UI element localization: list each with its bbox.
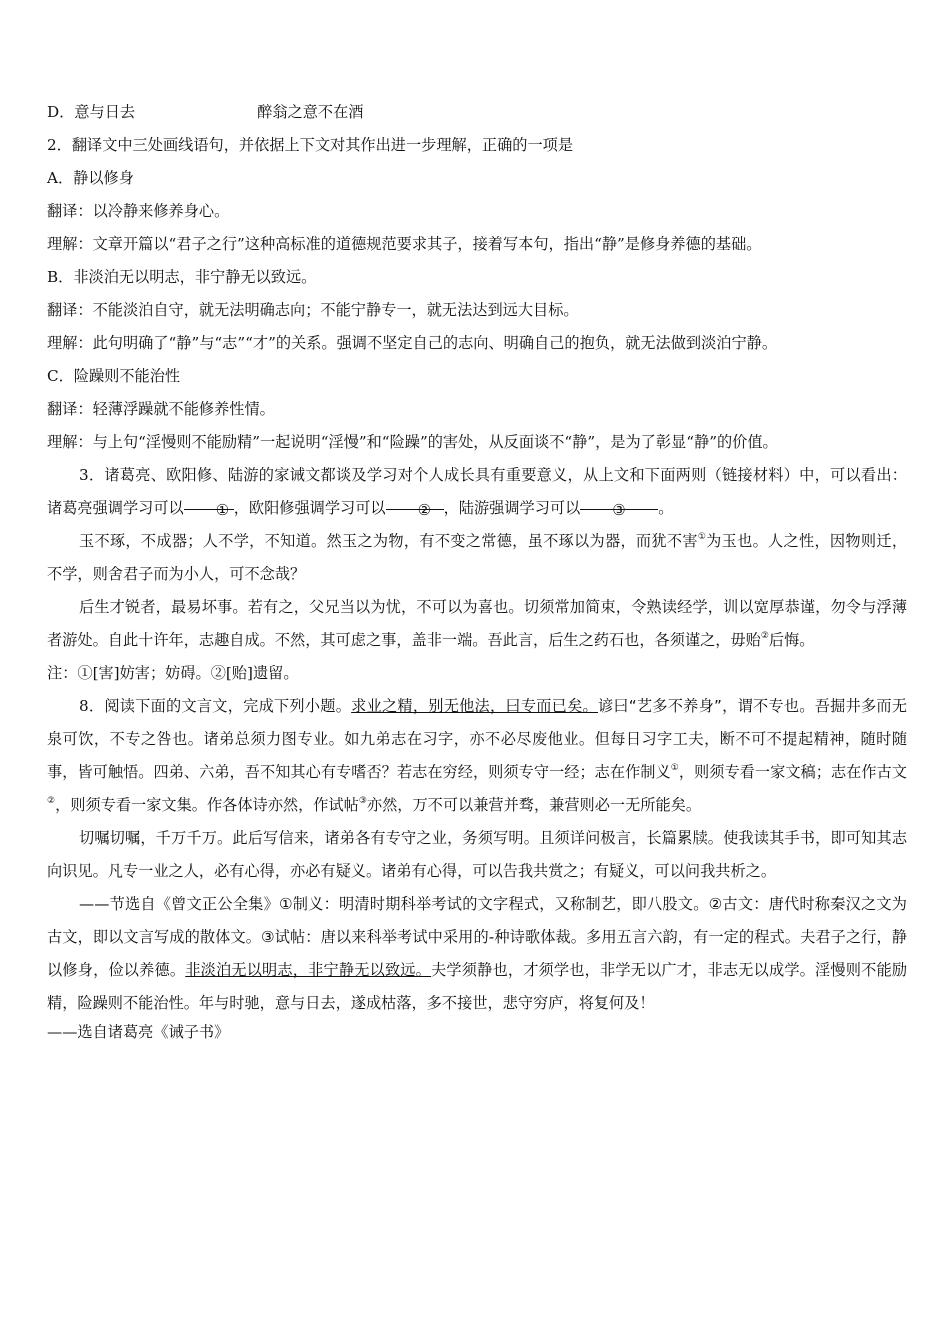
answer-blank-3[interactable] bbox=[580, 494, 658, 519]
annotation-note: 注：①[害]妨害；妨碍。②[贻]遗留。 bbox=[47, 664, 299, 682]
q3-stem-end: 。 bbox=[658, 499, 674, 517]
underlined-sentence-1: 求业之精，别无他法，曰专而已矣。 bbox=[351, 697, 598, 715]
question-3-stem bbox=[47, 459, 907, 525]
option-c-understanding: 理解：与上句“淫慢则不能励精”一起说明“淫慢”和“险躁”的害处，从反面谈不“静”，是为了彰显“静”的价值。 bbox=[47, 433, 778, 451]
footnote-ref: ② bbox=[760, 631, 769, 641]
option-b-translation: 翻译：不能淡泊自守，就无法明确志向；不能宁静专一，就无法达到远大目标。 bbox=[47, 301, 579, 319]
blank-3-marker: ③ bbox=[612, 501, 626, 519]
link1-text-a: 玉不琢，不成器；人不学，不知道。然玉之为物，有不变之常德，虽不琢以为器，而犹不害 bbox=[79, 532, 698, 550]
link1-text-b: 为玉也。人之性，因物则迁，不学，则舍君子而为小人，可不念哉？ bbox=[47, 532, 908, 583]
q8-text-4: 亦然，万不可以兼营并骛，兼营则必一无所能矣。 bbox=[366, 796, 702, 814]
option-d-label: D．意与日去 bbox=[47, 103, 136, 121]
question-2-stem: 2．翻译文中三处画线语句，并依据上下文对其作出进一步理解，正确的一项是 bbox=[47, 136, 574, 154]
footnote-ref: ③ bbox=[358, 796, 367, 806]
q8-text-2: ，则须专看一家文稿；志在作古文 bbox=[678, 763, 907, 781]
link2-text-b: 后悔。 bbox=[768, 631, 815, 649]
q8-source-notes: ——节选自《曾文正公全集》①制义：明清时期科举考试的文字程式，又称制艺，即八股文。②古文：唐代时称秦汉之文为古文，即以文言写成的散体文。③试帖：唐以来科举考试中采用的-种诗歌体裁。多用五言六韵，有一定的程式。夫君子之行，静以修身，俭以养德。 bbox=[47, 895, 907, 979]
q8-source-2: ——选自诸葛亮《诫子书》 bbox=[47, 1023, 230, 1041]
q8-text-5: 夫学须静也，才须学也，非学无以广才，非志无以成学。淫慢则不能励精，险躁则不能治性。年与时驰，意与日去，遂成枯落，多不接世，悲守穷庐，将复何及！ bbox=[47, 961, 908, 1012]
link2-text-a: 后生才锐者，最易坏事。若有之，父兄当以为忧，不可以为喜也。切须常加简束，令熟读经学，训以宽厚恭谨，勿令与浮薄者游处。自此十许年，志趣自成。不然，其可虑之事，盖非一端。吾此言，后生之药石也，各须谨之，毋贻 bbox=[47, 598, 907, 649]
q8-intro: 8．阅读下面的文言文，完成下列小题。 bbox=[79, 697, 352, 715]
option-c-heading: C．险躁则不能治性 bbox=[47, 367, 181, 385]
answer-blank-2[interactable] bbox=[386, 494, 444, 519]
answer-blank-1[interactable] bbox=[184, 494, 234, 519]
footnote-ref: ② bbox=[47, 796, 56, 806]
option-a-understanding: 理解：文章开篇以“君子之行”这种高标准的道德规范要求其子，接着写本句，指出“静”是修身养德的基础。 bbox=[47, 235, 762, 253]
option-d-phrase: 醉翁之意不在酒 bbox=[257, 103, 364, 121]
blank-2-marker: ② bbox=[417, 501, 432, 519]
option-b-heading: B．非淡泊无以明志，非宁静无以致远。 bbox=[47, 268, 317, 286]
q8-text-1: 谚曰“艺多不养身”，谓不专也。吾掘井多而无泉可饮，不专之咎也。诸弟总须力图专业。如九弟志在习字，亦不必尽废他业。但每日习字工夫，断不可不提起精神，随时随事，皆可触悟。四弟、六弟，吾不知其心有专嗜否？若志在穷经，则须专守一经；志在作制义 bbox=[47, 697, 908, 781]
option-a-heading: A．静以修身 bbox=[47, 169, 134, 187]
link-material-2 bbox=[47, 591, 907, 657]
footnote-ref: ① bbox=[697, 532, 707, 542]
q3-stem-part3: ，陆游强调学习可以 bbox=[443, 499, 581, 517]
option-c-translation: 翻译：轻薄浮躁就不能修养性情。 bbox=[47, 400, 275, 418]
document-page bbox=[47, 96, 907, 1044]
underlined-sentence-2: 非淡泊无以明志，非宁静无以 bbox=[185, 961, 385, 979]
option-d bbox=[47, 96, 907, 129]
blank-1-marker: ① bbox=[215, 501, 230, 519]
q8-source-and-zhuge-text bbox=[47, 888, 907, 1020]
link-material-1 bbox=[47, 525, 907, 591]
q8-paragraph-2: 切嘱切嘱，千万千万。此后写信来，诸弟各有专守之业，务须写明。且须详问极言，长篇累牍。使我读其手书，即可知其志向识见。凡专一业之人，必有心得，亦必有疑义。诸弟有心得，可以告我共赏之；有疑义，可以问我共析之。 bbox=[47, 829, 907, 880]
option-b-understanding: 理解：此句明确了“静”与“志”“才”的关系。强调不坚定自己的志向、明确自己的抱负，就无法做到淡泊宁静。 bbox=[47, 334, 778, 352]
q3-stem-part1: 3．诸葛亮、欧阳修、陆游的家诫文都谈及学习对个人成长具有重要意义，从上文和下面两则（链接材料）中，可以看出：诸葛亮强调学习可以 bbox=[47, 466, 907, 517]
q8-text-3: ，则须专看一家文集。作各体诗亦然，作试帖 bbox=[55, 796, 359, 814]
underlined-sentence-2-end: 致远。 bbox=[384, 961, 432, 979]
footnote-ref: ① bbox=[670, 763, 679, 773]
question-8-passage bbox=[47, 690, 907, 822]
q3-stem-part2: ，欧阳修强调学习可以 bbox=[233, 499, 386, 517]
option-a-translation: 翻译：以冷静来修养身心。 bbox=[47, 202, 230, 220]
